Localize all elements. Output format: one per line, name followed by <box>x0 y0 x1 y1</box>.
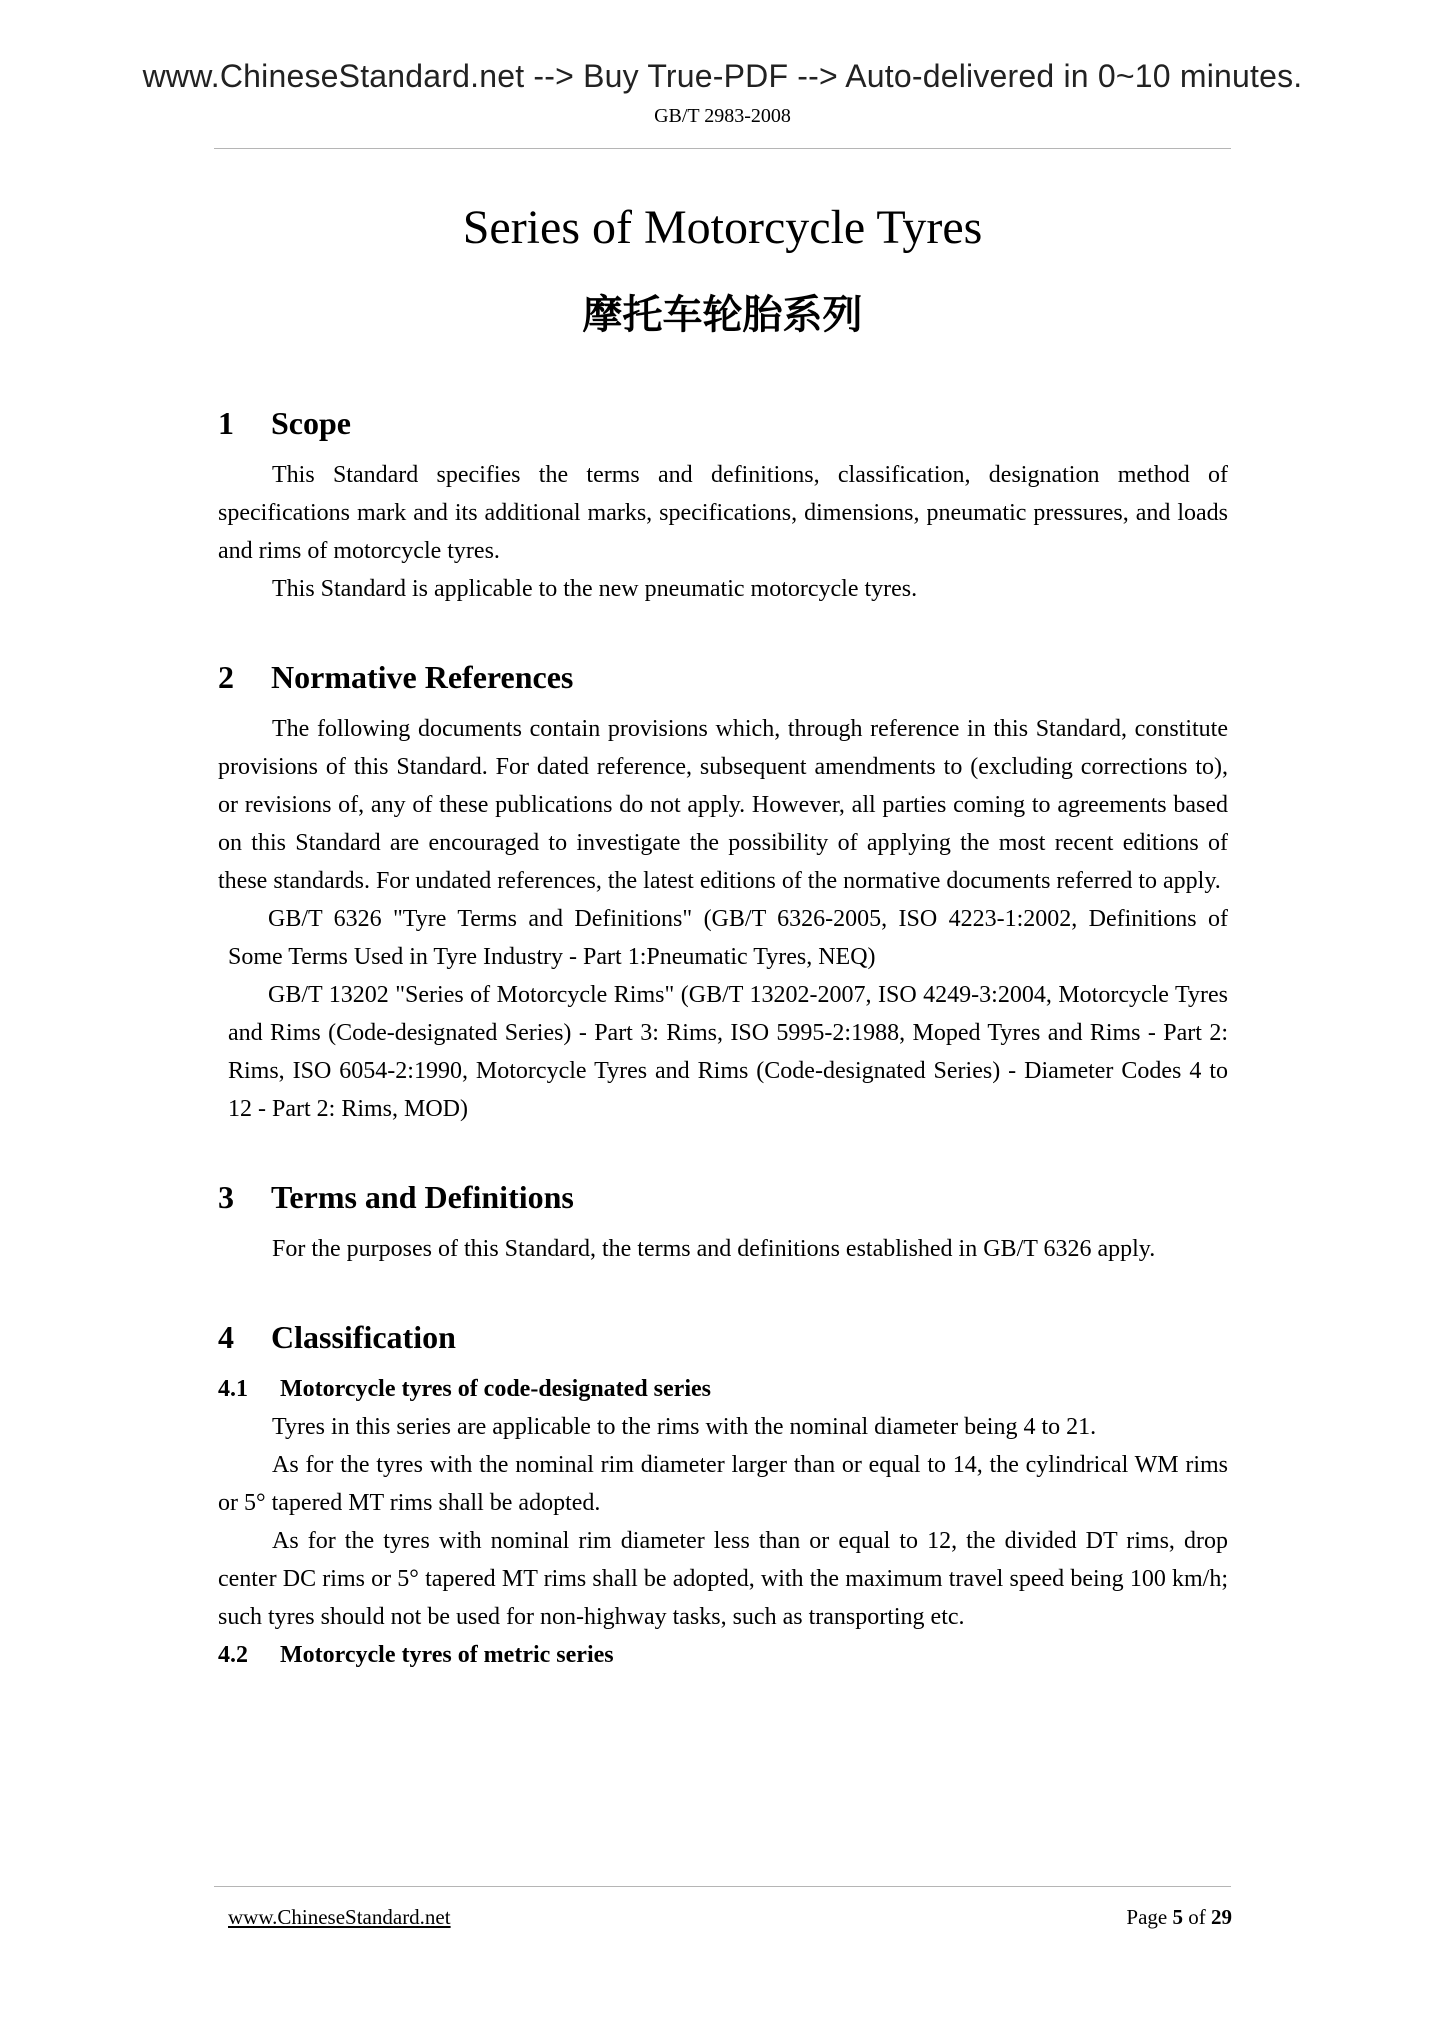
section-number: 1 <box>218 405 234 441</box>
document-body <box>218 400 1228 1720</box>
section-heading <box>218 654 1228 700</box>
page-footer <box>228 1905 1232 1930</box>
section-terms-definitions <box>218 1174 1228 1268</box>
section-scope <box>218 400 1228 608</box>
page-word: Page <box>1126 1905 1168 1929</box>
paragraph: The following documents contain provisions which, through reference in this Standard, constitute provisions of this Standard. For dated reference, subsequent amendments to (excluding corrections to), or revisions of, any of these publications do not apply. However, all parties coming to agreements based on this Standard are encouraged to investigate the possibility of applying the most recent editions of these standards. For undated references, the latest editions of the normative documents referred to apply. <box>218 716 1228 894</box>
page-indicator <box>1126 1905 1232 1930</box>
section-title: Classification <box>271 1319 456 1355</box>
subsection-number: 4.1 <box>218 1376 248 1402</box>
subsection-number: 4.2 <box>218 1642 248 1668</box>
paragraph: This Standard specifies the terms and definitions, classification, designation method of specifications mark and its additional marks, specifications, dimensions, pneumatic pressures, and loads and rims of motorcycle tyres. <box>218 462 1228 564</box>
subsection-title: Motorcycle tyres of code-designated series <box>280 1376 711 1402</box>
section-title: Scope <box>271 405 351 441</box>
section-classification <box>218 1314 1228 1674</box>
footer-divider <box>214 1886 1231 1887</box>
reference-entry: GB/T 6326 "Tyre Terms and Definitions" (GB/T 6326-2005, ISO 4223-1:2002, Definitions of Some Terms Used in Tyre Industry - Part 1:Pneumatic Tyres, NEQ) <box>228 906 1228 970</box>
page-current: 5 <box>1172 1905 1183 1929</box>
subsection-heading <box>218 1636 1228 1674</box>
section-heading <box>218 1314 1228 1360</box>
section-heading <box>218 1174 1228 1220</box>
document-title-chinese: 摩托车轮胎系列 <box>582 292 863 338</box>
download-banner: www.ChineseStandard.net --> Buy True-PDF --> Auto-delivered in 0~10 minutes. <box>142 58 1303 94</box>
reference-entry: GB/T 13202 "Series of Motorcycle Rims" (GB/T 13202-2007, ISO 4249-3:2004, Motorcycle Tyres and Rims (Code-designated Series) - Part 3: Rims, ISO 5995-2:1988, Moped Tyres and Rims - Part 2: Rims, ISO 6054-2:1990, Motorcycle Tyres and Rims (Code-designated Series) - Diameter Codes 4 to 12 - Part 2: Rims, MOD) <box>228 982 1228 1122</box>
section-heading <box>218 400 1228 446</box>
page-total: 29 <box>1211 1905 1232 1929</box>
subsection-heading <box>218 1370 1228 1408</box>
standard-code: GB/T 2983-2008 <box>654 105 791 127</box>
paragraph: This Standard is applicable to the new pneumatic motorcycle tyres. <box>272 576 918 602</box>
paragraph: For the purposes of this Standard, the terms and definitions established in GB/T 6326 apply. <box>272 1236 1156 1262</box>
section-number: 2 <box>218 659 234 695</box>
paragraph: As for the tyres with the nominal rim diameter larger than or equal to 14, the cylindrical WM rims or 5° tapered MT rims shall be adopted. <box>218 1452 1228 1516</box>
section-title: Normative References <box>271 659 574 695</box>
section-number: 3 <box>218 1179 234 1215</box>
section-title: Terms and Definitions <box>271 1179 574 1215</box>
document-title: Series of Motorcycle Tyres <box>462 201 983 254</box>
footer-site-link[interactable]: www.ChineseStandard.net <box>228 1905 451 1929</box>
section-normative-references <box>218 654 1228 1128</box>
page-of: of <box>1188 1905 1206 1929</box>
subsection-title: Motorcycle tyres of metric series <box>280 1642 614 1668</box>
header-divider <box>214 148 1231 149</box>
paragraph: As for the tyres with nominal rim diameter less than or equal to 12, the divided DT rims, drop center DC rims or 5° tapered MT rims shall be adopted, with the maximum travel speed being 100 km/h; such tyres should not be used for non-highway tasks, such as transporting etc. <box>218 1528 1228 1630</box>
section-number: 4 <box>218 1319 234 1355</box>
paragraph: Tyres in this series are applicable to the rims with the nominal diameter being 4 to 21. <box>272 1414 1097 1440</box>
